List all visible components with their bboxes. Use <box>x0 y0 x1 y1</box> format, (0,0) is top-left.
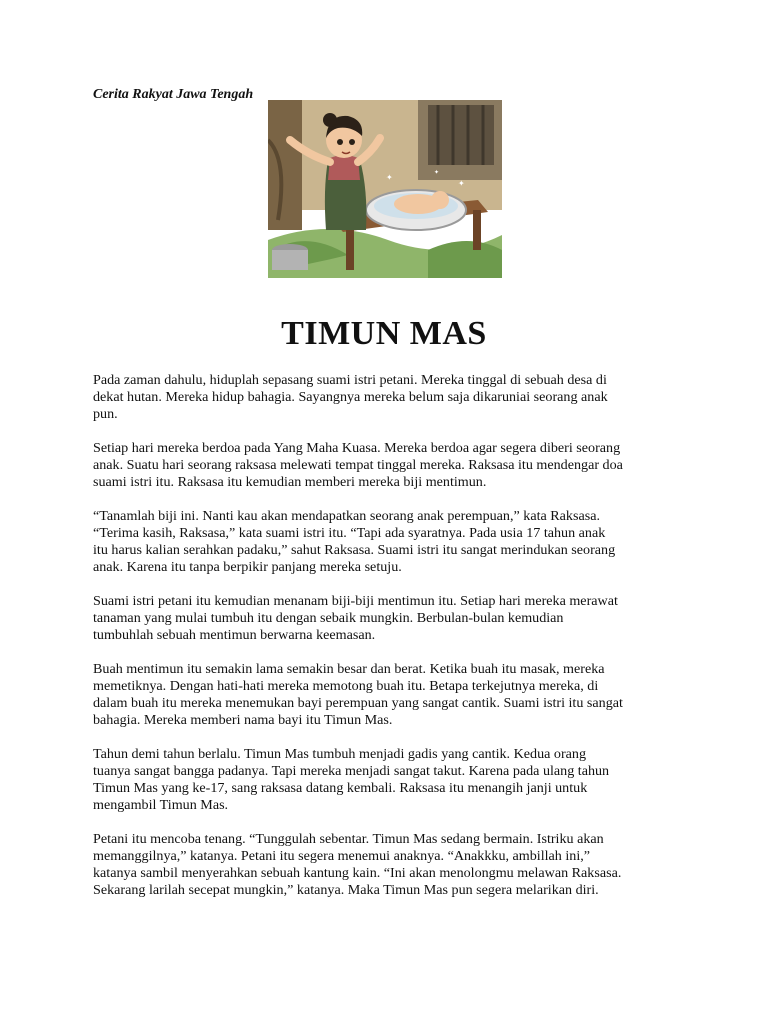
text-line: Tahun demi tahun berlalu. Timun Mas tumbuh menjadi gadis yang cantik. Kedua orang <box>93 746 586 762</box>
text-line: anak. Karena itu tanpa berpikir panjang mereka setuju. <box>93 559 402 575</box>
story-body <box>93 372 683 916</box>
text-line: Sekarang larilah secepat mungkin,” katanya. Maka Timun Mas pun segera melarikan diri. <box>93 882 599 898</box>
text-line: dalam buah itu mereka menemukan bayi perempuan yang sangat cantik. Suami istri itu sangat <box>93 695 623 711</box>
text-line: pun. <box>93 406 118 422</box>
svg-text:✦: ✦ <box>434 169 440 176</box>
text-line: Pada zaman dahulu, hiduplah sepasang suami istri petani. Mereka tinggal di sebuah desa di <box>93 372 607 388</box>
paragraph-5 <box>93 661 683 729</box>
story-title: TIMUN MAS <box>281 315 487 352</box>
text-line: Suami istri petani itu kemudian menanam biji-biji mentimun itu. Setiap hari mereka merawat <box>93 593 618 609</box>
text-line: Buah mentimun itu semakin lama semakin besar dan berat. Ketika buah itu masak, mereka <box>93 661 605 677</box>
text-line: Setiap hari mereka berdoa pada Yang Maha Kuasa. Mereka berdoa agar segera diberi seorang <box>93 440 621 456</box>
text-line: Timun Mas yang ke-17, sang raksasa datang kembali. Raksasa itu menangih janji untuk <box>93 780 588 796</box>
paragraph-1 <box>93 372 683 423</box>
mother-bathing-baby-illustration <box>268 100 502 278</box>
text-line: memetiknya. Dengan hati-hati mereka memotong buah itu. Betapa terkejutnya mereka, di <box>93 678 599 694</box>
text-line: itu harus kalian serahkan padaku,” sahut Raksasa. Suami istri itu sangat merindukan seorang <box>93 542 616 558</box>
text-line: dekat hutan. Mereka hidup bahagia. Sayangnya mereka belum saja dikaruniai seorang anak <box>93 389 608 405</box>
svg-text:✦: ✦ <box>458 179 465 188</box>
text-line: “Tanamlah biji ini. Nanti kau akan mendapatkan seorang anak perempuan,” kata Raksasa. <box>93 508 600 524</box>
text-line: katanya sambil menyerahkan sebuah kantung kain. “Ini akan menolongmu melawan Raksasa. <box>93 865 622 881</box>
paragraph-6 <box>93 746 683 814</box>
text-line: mengambil Timun Mas. <box>93 797 229 813</box>
text-line: “Terima kasih, Raksasa,” kata suami istri itu. “Tapi ada syaratnya. Pada usia 17 tahun anak <box>93 525 606 541</box>
paragraph-3 <box>93 508 683 576</box>
paragraph-7 <box>93 831 683 899</box>
text-line: suami istri itu. Raksasa itu kemudian memberi mereka biji mentimun. <box>93 474 487 490</box>
text-line: tanaman yang mulai tumbuh itu dengan sebaik mungkin. Berbulan-bulan kemudian <box>93 610 564 626</box>
paragraph-4 <box>93 593 683 644</box>
text-line: Petani itu mencoba tenang. “Tunggulah sebentar. Timun Mas sedang bermain. Istriku akan <box>93 831 604 847</box>
story-origin-subtitle: Cerita Rakyat Jawa Tengah <box>93 87 254 102</box>
svg-text:✦: ✦ <box>386 173 393 182</box>
text-line: memanggilnya,” katanya. Petani itu segera menemui anaknya. “Anakkku, ambillah ini,” <box>93 848 591 864</box>
text-line: tumbuhlah sebuah mentimun berwarna keemasan. <box>93 627 376 643</box>
paragraph-2 <box>93 440 683 491</box>
text-line: bahagia. Mereka memberi nama bayi itu Timun Mas. <box>93 712 393 728</box>
text-line: tuanya sangat bangga padanya. Tapi mereka menjadi sangat takut. Karena pada ulang tahun <box>93 763 610 779</box>
text-line: anak. Suatu hari seorang raksasa melewati tempat tinggal mereka. Raksasa itu mendengar doa <box>93 457 623 473</box>
